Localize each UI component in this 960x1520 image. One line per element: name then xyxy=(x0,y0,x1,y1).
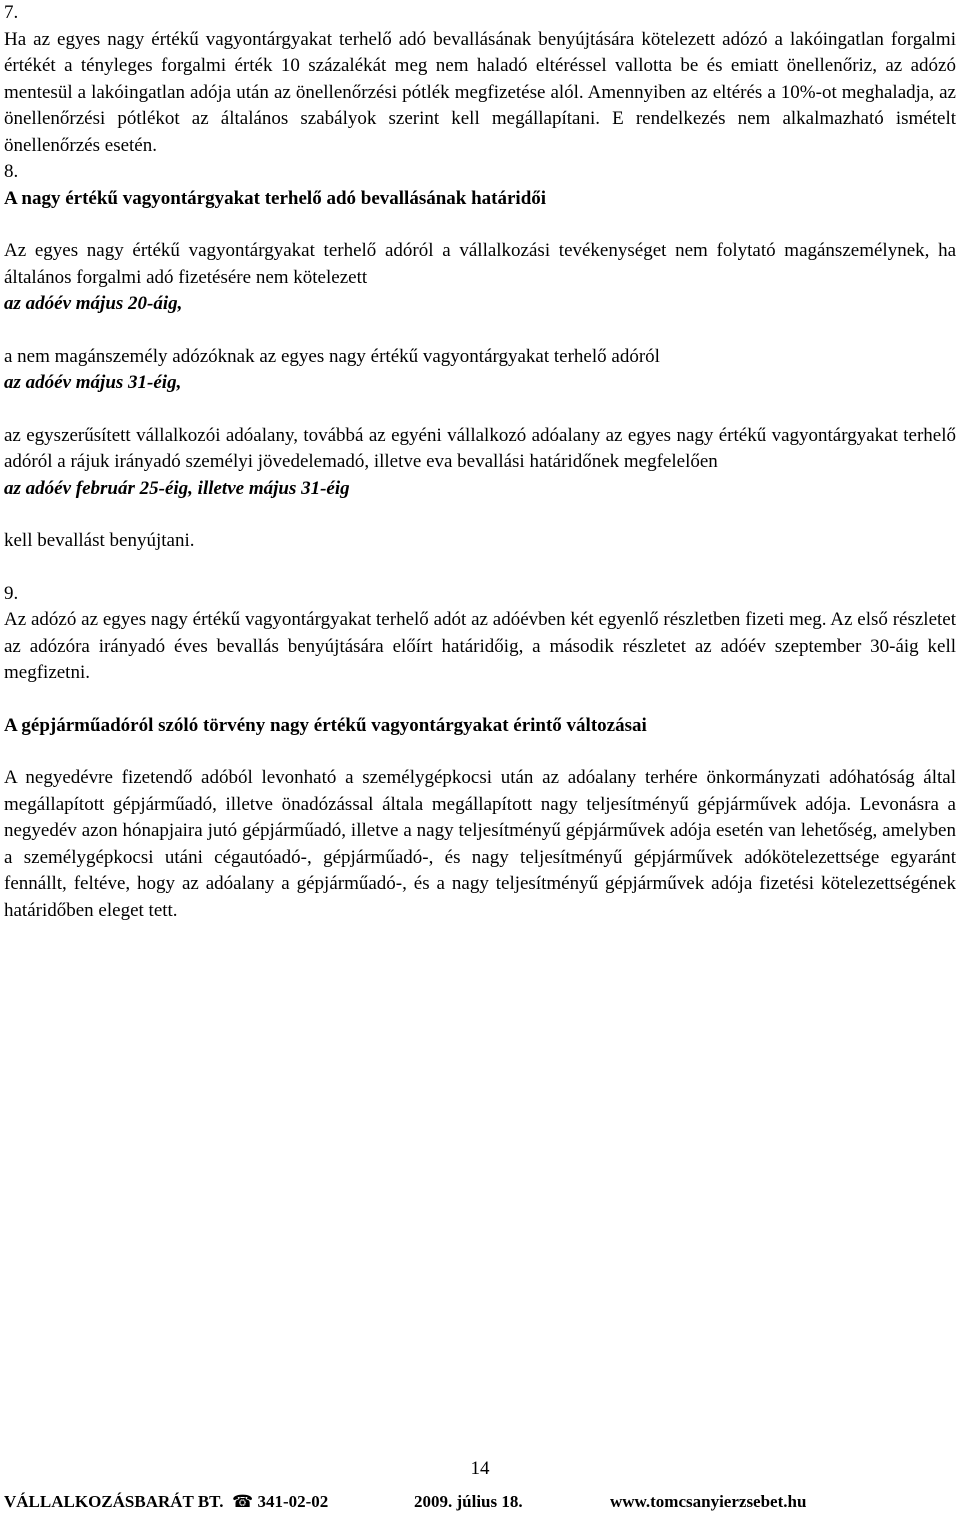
deadline-may-20: az adóév május 20-áig, xyxy=(4,293,183,314)
footer-company: VÁLLALKOZÁSBARÁT BT. xyxy=(4,1492,224,1511)
section-8-paragraph-1: Az egyes nagy értékű vagyontárgyakat terhelő adóról a vállalkozási tevékenységet nem folytató magánszemélynek, ha általános forgalmi adó fizetésére nem kötelezett xyxy=(4,240,956,288)
section-9-number: 9. xyxy=(4,582,19,604)
section-8-heading: A nagy értékű vagyontárgyakat terhelő adó bevallásának határidői xyxy=(4,187,547,209)
section-9-paragraph: Az adózó az egyes nagy értékű vagyontárgyakat terhelő adót az adóévben két egyenlő részletben fizeti meg. Az első részletet az adózóra irányadó éves bevallás benyújtására előírt határidőig, a második részletet az adóév szeptember 30-áig kell megfizetni. xyxy=(4,609,956,683)
section-8-paragraph-3: az egyszerűsített vállalkozói adóalany, továbbá az egyéni vállalkozó adóalany az egyes nagy értékű vagyontárgyakat terhelő adóról a rájuk irányadó személyi jövedelemadó, illetve eva bevallási határidőnek megfelelően xyxy=(4,424,956,472)
section-10-heading: A gépjárműadóról szóló törvény nagy értékű vagyontárgyakat érintő változásai xyxy=(4,714,647,736)
section-8-paragraph-2: a nem magánszemély adózóknak az egyes nagy értékű vagyontárgyakat terhelő adóról xyxy=(4,345,660,367)
footer-phone-number: 341-02-02 xyxy=(257,1492,329,1511)
page-number: 14 xyxy=(470,1458,490,1479)
section-10-paragraph: A negyedévre fizetendő adóból levonható a személygépkocsi után az adóalany terhére önkormányzati adóhatóság által megállapított gépjárműadó, illetve önadózással általa megállapított nagy teljesítményű gépjárművek adója. Levonásra a negyedév azon hónapjaira jutó gépjárműadó, illetve a nagy teljesítményű gépjárművek adója esetén van lehetőség, amelyben a személygépkocsi utáni cégautóadó-, gépjárműadó-, és nagy teljesítményű gépjárművek adókötelezettsége egyaránt fennállt, feltéve, hogy az adóalany a gépjárműadó-, és a nagy teljesítményű gépjárművek adója fizetési kötelezettségének határidőben eleget tett. xyxy=(4,767,956,921)
footer-date: 2009. július 18. xyxy=(414,1492,523,1511)
section-8-number: 8. xyxy=(4,161,19,182)
section-7-paragraph: Ha az egyes nagy értékű vagyontárgyakat terhelő adó bevallásának benyújtására kötelezett adózó a lakóingatlan forgalmi értékét a tényleges forgalmi érték 10 százalékát meg nem haladó eltéréssel vallotta be és emiatt önellenőriz, az adózó mentesül a lakóingatlan adója után az önellenőrzési pótlék megfizetése alól. Amennyiben az eltérés a 10%-ot meghaladja, az önellenőrzési pótlékot az általános szabályok szerint kell megállapítani. E rendelkezés nem alkalmazható ismételt önellenőrzés esetén. xyxy=(4,28,956,156)
telephone-icon: ☎ xyxy=(232,1492,254,1511)
deadline-feb-25-may-31: az adóév február 25-éig, illetve május 31-éig xyxy=(4,477,350,499)
page-footer xyxy=(4,1488,956,1516)
footer-website: www.tomcsanyierzsebet.hu xyxy=(610,1492,807,1511)
deadline-may-31: az adóév május 31-éig, xyxy=(4,372,182,393)
section-7-number: 7. xyxy=(4,2,19,23)
section-8-closing: kell bevallást benyújtani. xyxy=(4,530,195,551)
document-page xyxy=(4,0,956,924)
footer-phone xyxy=(232,1488,328,1516)
